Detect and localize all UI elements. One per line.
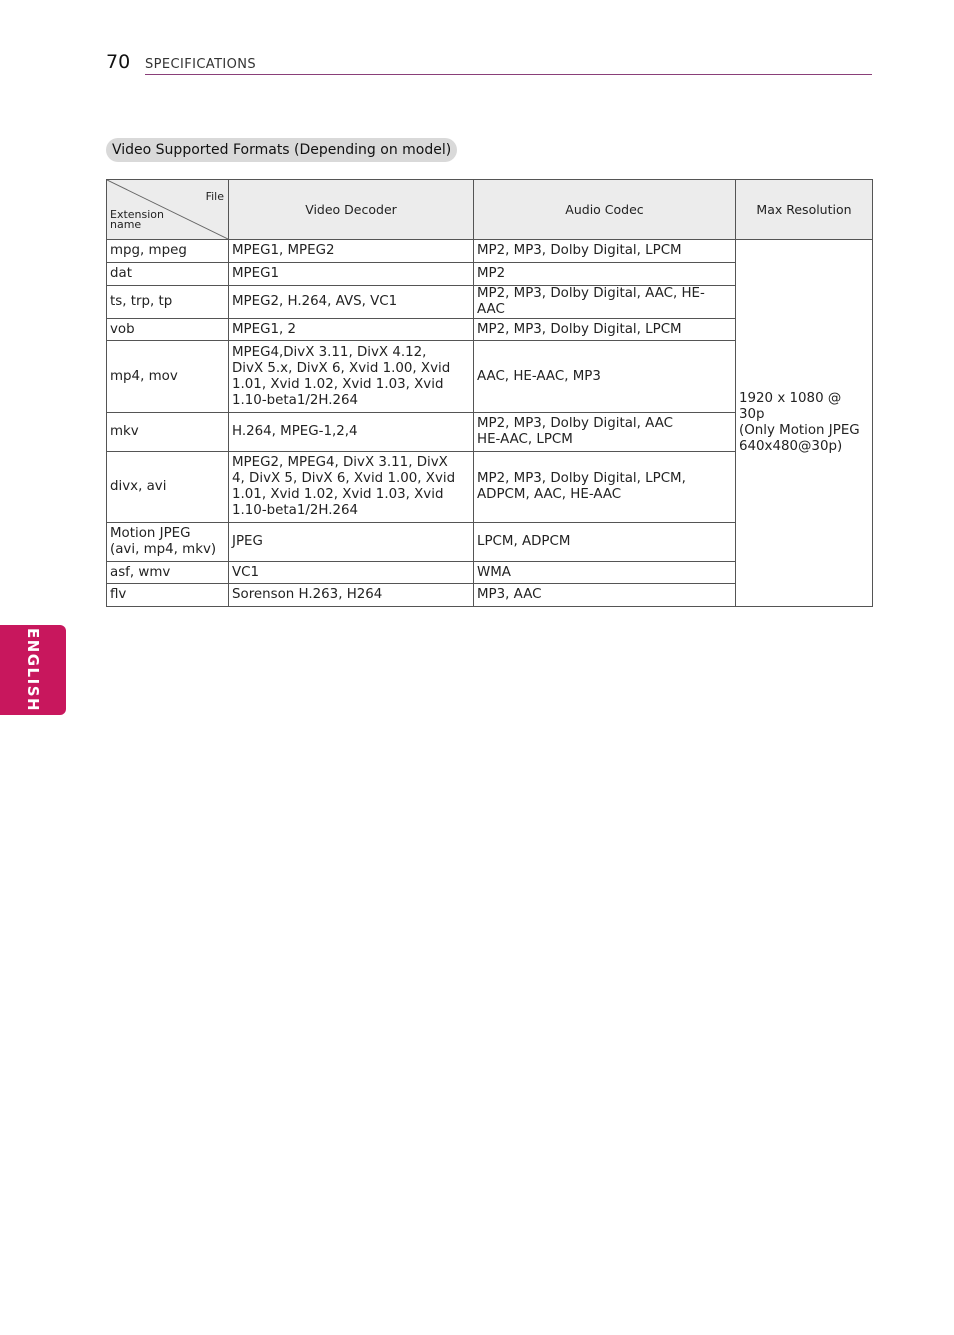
audio-codec-cell: AAC, HE-AAC, MP3 xyxy=(474,341,736,413)
table-row xyxy=(107,240,873,263)
extension-cell: mp4, mov xyxy=(107,341,229,413)
column-header-audio-codec: Audio Codec xyxy=(474,180,736,240)
video-decoder-cell: MPEG1, MPEG2 xyxy=(229,240,474,263)
extension-cell: mpg, mpeg xyxy=(107,240,229,263)
corner-header-cell xyxy=(107,180,229,240)
audio-codec-cell: LPCM, ADPCM xyxy=(474,523,736,562)
extension-cell: dat xyxy=(107,263,229,286)
extension-cell: divx, avi xyxy=(107,452,229,523)
extension-cell: vob xyxy=(107,319,229,341)
video-decoder-cell: MPEG2, H.264, AVS, VC1 xyxy=(229,286,474,319)
corner-label-file: File xyxy=(205,190,224,203)
section-name: SPECIFICATIONS xyxy=(145,57,257,72)
video-decoder-cell: MPEG1 xyxy=(229,263,474,286)
page-header xyxy=(106,50,872,76)
video-decoder-cell: MPEG2, MPEG4, DivX 3.11, DivX 4, DivX 5, DivX 6, Xvid 1.00, Xvid 1.01, Xvid 1.02, Xvid 1.03, Xvid 1.10-beta1/2H.264 xyxy=(229,452,474,523)
video-decoder-cell: VC1 xyxy=(229,562,474,584)
audio-codec-cell: MP2, MP3, Dolby Digital, LPCM xyxy=(474,319,736,341)
language-tab-label: ENGLISH xyxy=(24,627,42,713)
max-resolution-cell: 1920 x 1080 @ 30p (Only Motion JPEG 640x480@30p) xyxy=(736,240,873,607)
video-decoder-cell: MPEG4,DivX 3.11, DivX 4.12, DivX 5.x, DivX 6, Xvid 1.00, Xvid 1.01, Xvid 1.02, Xvid 1.03, Xvid 1.10-beta1/2H.264 xyxy=(229,341,474,413)
audio-codec-cell: MP2, MP3, Dolby Digital, AAC, HE-AAC xyxy=(474,286,736,319)
audio-codec-cell: MP2, MP3, Dolby Digital, LPCM, ADPCM, AAC, HE-AAC xyxy=(474,452,736,523)
video-decoder-cell: JPEG xyxy=(229,523,474,562)
language-tab xyxy=(0,625,66,715)
audio-codec-cell: MP2 xyxy=(474,263,736,286)
extension-cell: mkv xyxy=(107,413,229,452)
video-decoder-cell: Sorenson H.263, H264 xyxy=(229,584,474,607)
audio-codec-cell: MP2, MP3, Dolby Digital, LPCM xyxy=(474,240,736,263)
extension-cell: asf, wmv xyxy=(107,562,229,584)
section-title: Video Supported Formats (Depending on model) xyxy=(106,138,457,162)
audio-codec-cell: MP2, MP3, Dolby Digital, AAC HE-AAC, LPCM xyxy=(474,413,736,452)
corner-label-extension: Extension name xyxy=(110,208,165,231)
audio-codec-cell: MP3, AAC xyxy=(474,584,736,607)
video-formats-table xyxy=(106,179,873,607)
column-header-max-resolution: Max Resolution xyxy=(736,180,873,240)
video-decoder-cell: MPEG1, 2 xyxy=(229,319,474,341)
extension-cell: ts, trp, tp xyxy=(107,286,229,319)
audio-codec-cell: WMA xyxy=(474,562,736,584)
extension-cell: Motion JPEG (avi, mp4, mkv) xyxy=(107,523,229,562)
extension-cell: flv xyxy=(107,584,229,607)
column-header-video-decoder: Video Decoder xyxy=(229,180,474,240)
table-header-row xyxy=(107,180,873,240)
header-rule xyxy=(145,74,872,75)
page-number: 70 xyxy=(106,51,131,73)
video-decoder-cell: H.264, MPEG-1,2,4 xyxy=(229,413,474,452)
